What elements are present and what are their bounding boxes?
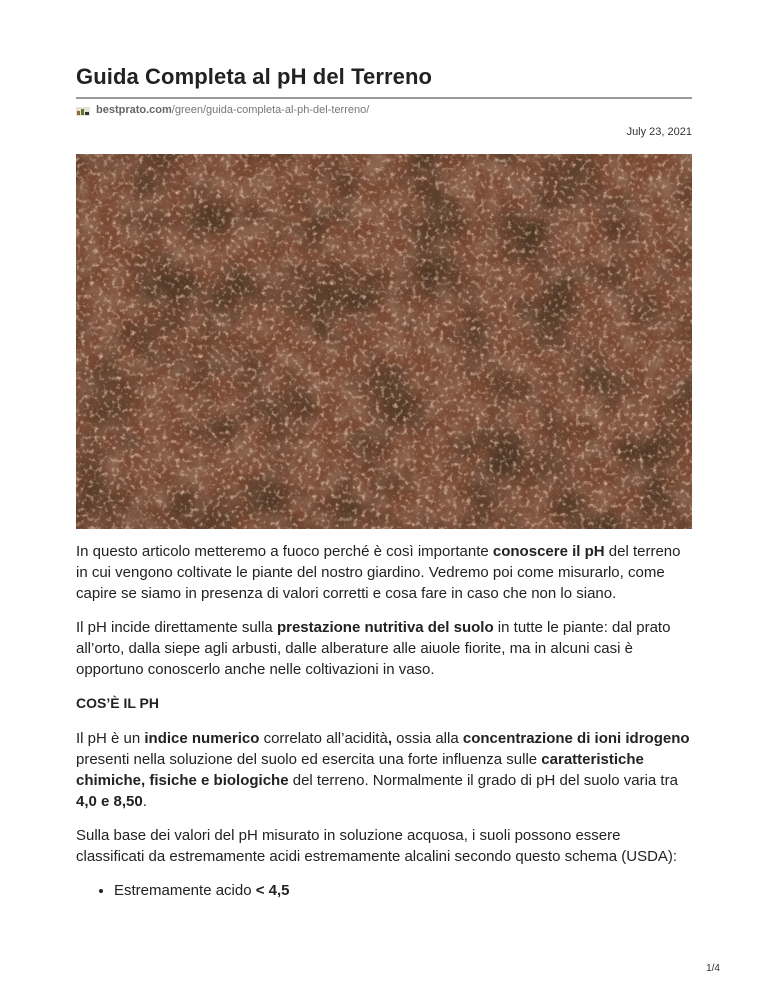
source-domain: bestprato.com [96,104,172,116]
ph-classification-list [76,880,692,901]
page-number: 1/4 [706,963,720,974]
paragraph-intro: In questo articolo metteremo a fuoco perché è così importante conoscere il pH del terreno in cui vengono coltivate le piante del nostro giardino. Vedremo poi come misurarlo, come capire se siamo in presenza di valori corretti e cosa fare in caso che non lo siano. [76,543,681,602]
article-body [76,541,692,901]
list-item: • Estremamente acido < 4,5 [114,880,692,901]
hero-image-soil [76,154,692,529]
title-divider [76,97,692,99]
publish-date: July 23, 2021 [626,126,692,138]
paragraph-nutrition: Il pH incide direttamente sulla prestazione nutritiva del suolo in tutte le piante: dal prato all’orto, dalla siepe agli arbusti, dalle alberature alle aiuole fiorite, ma in alcuni casi è opportuno conoscerlo anche nelle coltivazioni in vaso. [76,619,671,678]
site-favicon-icon [76,107,90,116]
page-title: Guida Completa al pH del Terreno [76,64,433,89]
section-heading: COS’È IL PH [76,695,159,711]
paragraph-definition: Il pH è un indice numerico correlato all’acidità, ossia alla concentrazione di ioni idrogeno presenti nella soluzione del suolo ed esercita una forte influenza sulle caratteristiche chimiche, fisiche e biologiche del terreno. Normalmente il grado di pH del suolo varia tra 4,0 e 8,50. [76,730,690,810]
paragraph-classification: Sulla base dei valori del pH misurato in soluzione acquosa, i suoli possono essere classificati da estremamente acidi estremamente alcalini secondo questo schema (USDA): [76,827,678,865]
source-url[interactable] [76,104,369,116]
source-path: /green/guida-completa-al-ph-del-terreno/ [171,104,370,116]
